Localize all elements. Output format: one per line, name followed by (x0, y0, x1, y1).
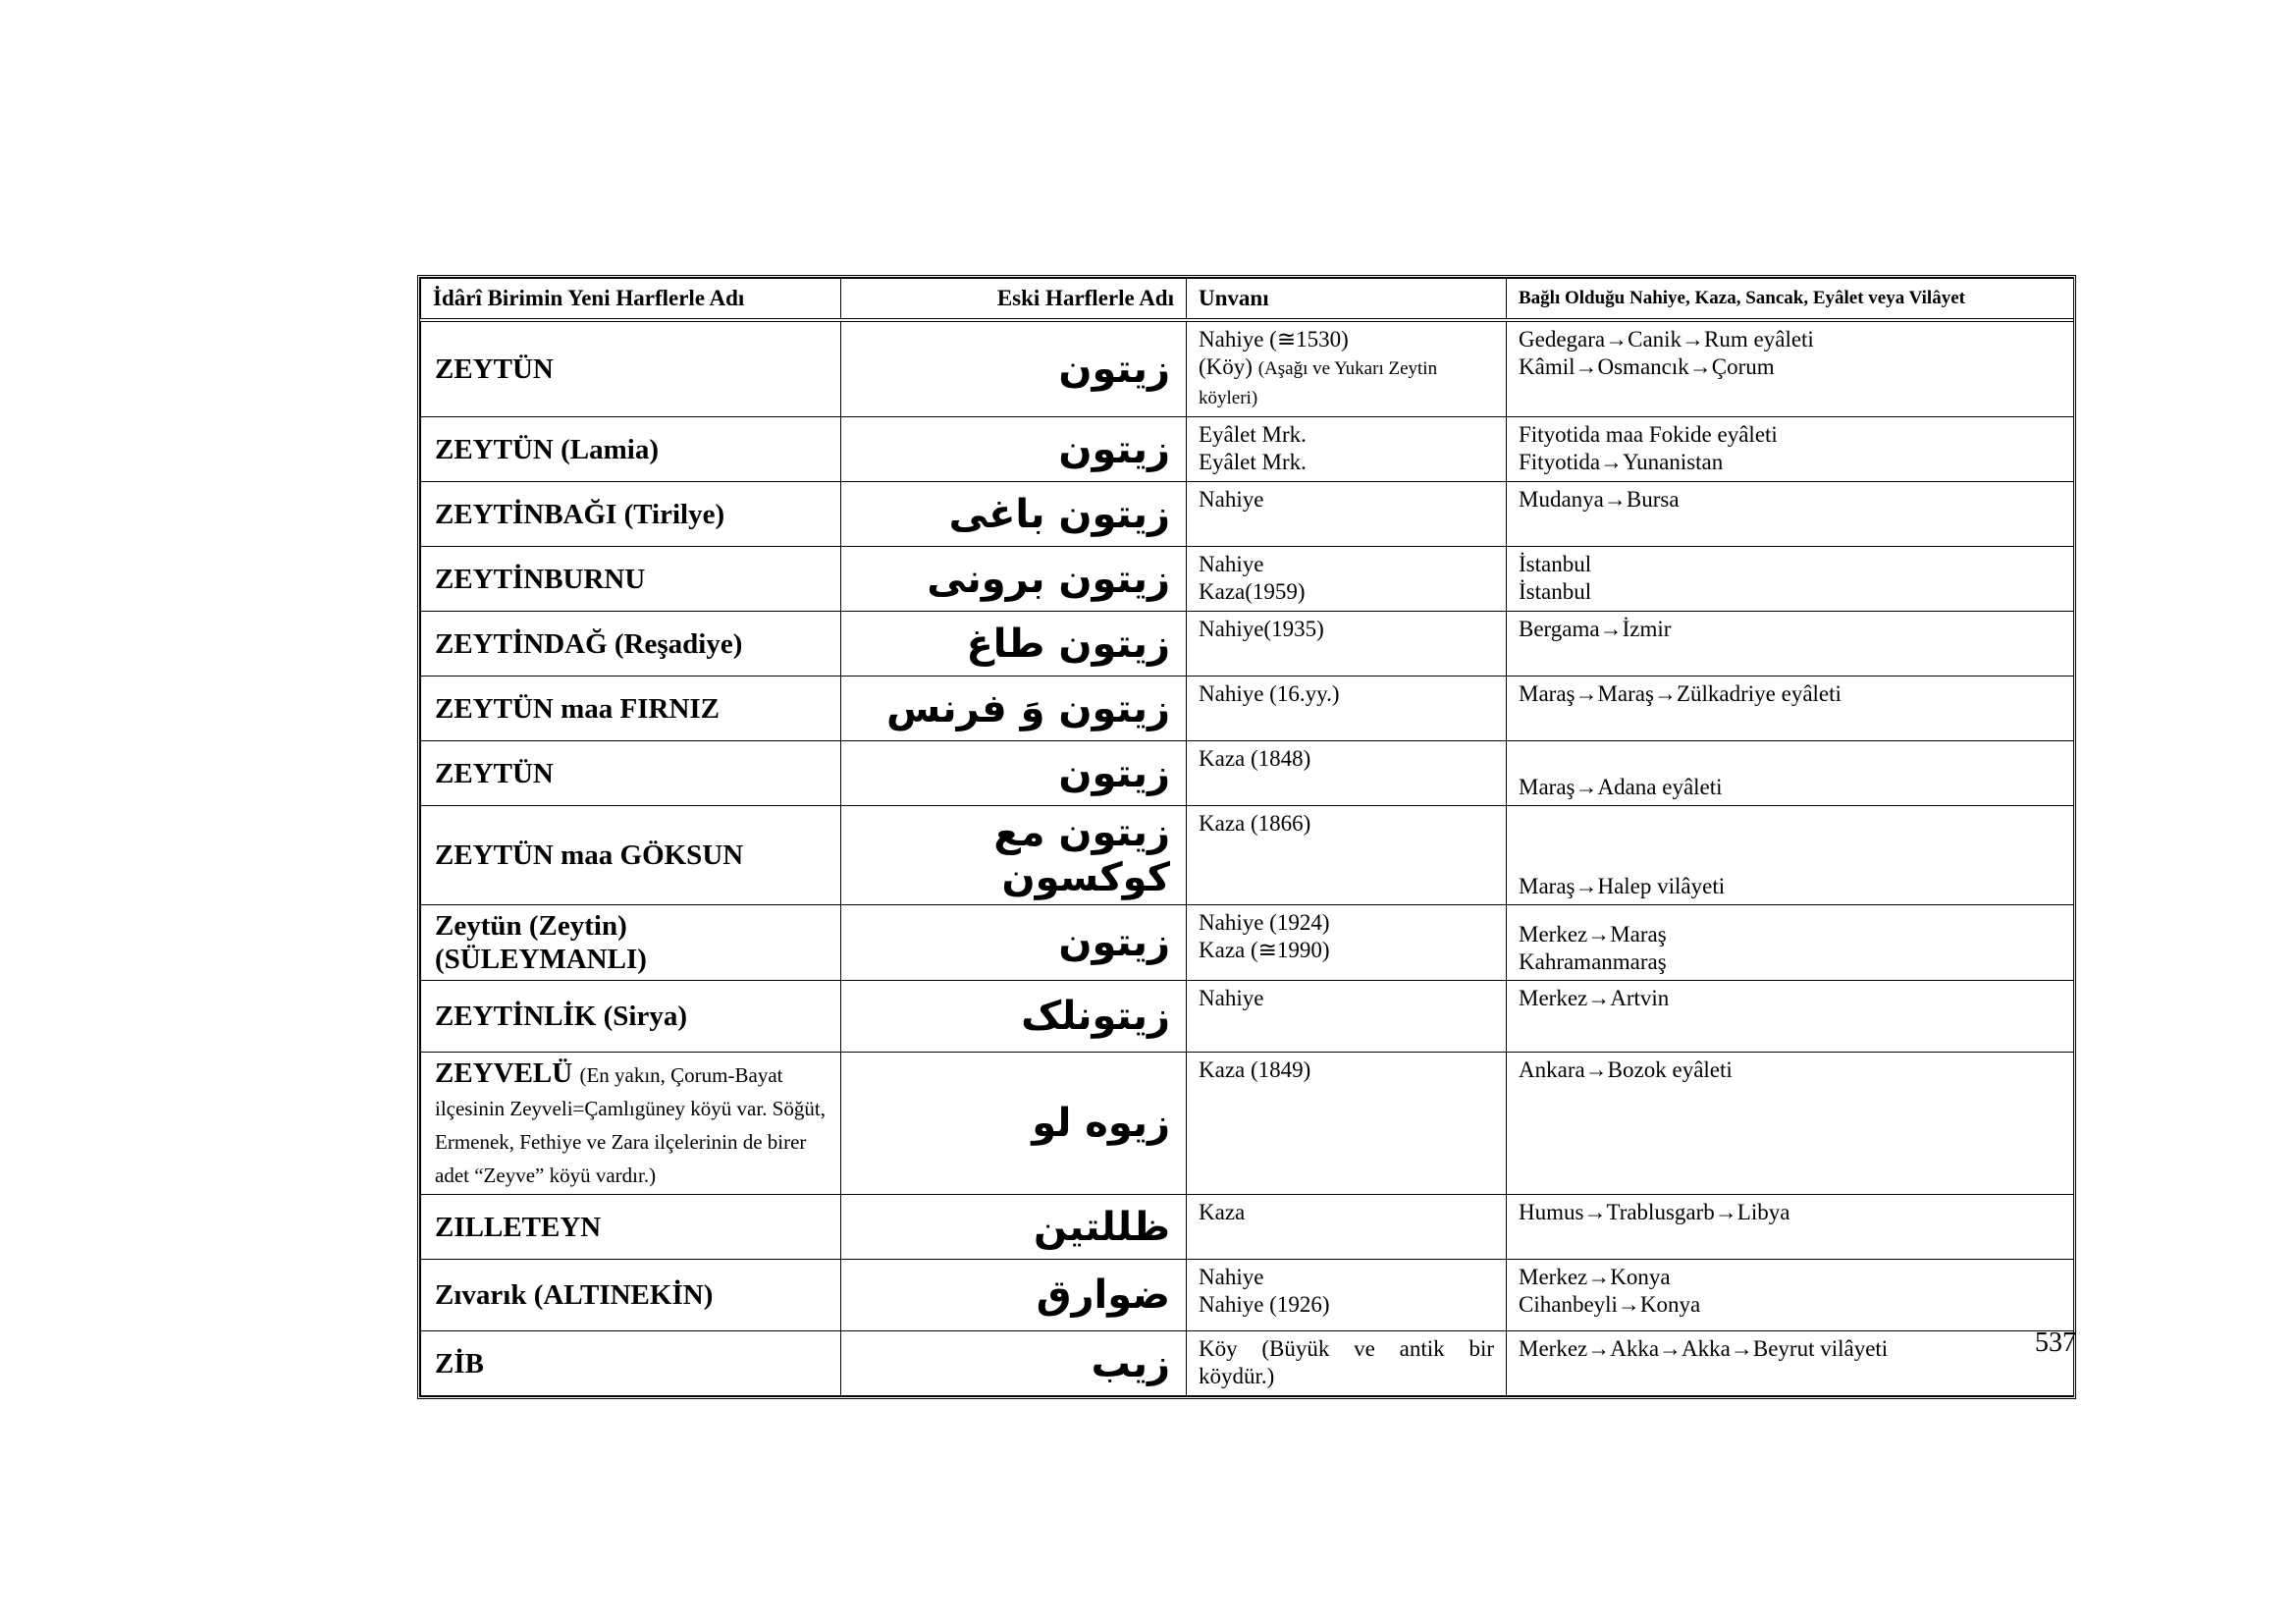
row-bagli (1507, 1195, 2074, 1260)
bagli-line: Mudanya→Bursa (1519, 487, 1680, 512)
header-yeni-ad: İdârî Birimin Yeni Harflerle Adı (421, 279, 841, 321)
bagli-line: Kahramanmaraş (1519, 949, 1667, 974)
bagli-line: Fityotida maa Fokide eyâleti (1519, 422, 1778, 447)
row-bagli (1507, 677, 2074, 741)
row-name (421, 1053, 841, 1195)
row-arabic: زيتونلک (841, 981, 1187, 1053)
row-arabic: زيب (841, 1331, 1187, 1396)
unvan-line: Nahiye(1935) (1199, 617, 1324, 641)
table-row (421, 981, 2074, 1053)
row-unvan (1187, 1260, 1507, 1331)
row-unvan (1187, 1053, 1507, 1195)
bagli-line: İstanbul (1519, 579, 1592, 604)
row-name-text: ZEYVELÜ (435, 1057, 573, 1089)
table-header-row (421, 279, 2074, 321)
unvan-line: Kaza(1959) (1199, 579, 1306, 604)
bagli-line: İstanbul (1519, 552, 1592, 576)
row-name: ZEYTİNDAĞ (Reşadiye) (421, 612, 841, 677)
row-name: ZEYTÜN maa GÖKSUN (421, 806, 841, 905)
unvan-note: (Aşağı ve Yukarı Zeytin köyleri) (1199, 358, 1438, 408)
settlement-table-grid (420, 278, 2074, 1396)
table-row (421, 612, 2074, 677)
row-bagli (1507, 1331, 2074, 1396)
row-bagli (1507, 1053, 2074, 1195)
row-arabic: زيتون باغى (841, 482, 1187, 547)
unvan-line: Nahiye (1924) (1199, 910, 1330, 935)
row-arabic: زيتون مع كوكسون (841, 806, 1187, 905)
row-bagli (1507, 806, 2074, 905)
header-eski-ad: Eski Harflerle Adı (841, 279, 1187, 321)
row-unvan (1187, 1331, 1507, 1396)
bagli-line: Gedegara→Canik→Rum eyâleti (1519, 327, 1814, 352)
row-bagli (1507, 320, 2074, 417)
row-arabic: زيوه لو (841, 1053, 1187, 1195)
bagli-line: Humus→Trablusgarb→Libya (1519, 1200, 1790, 1224)
row-unvan (1187, 612, 1507, 677)
row-unvan (1187, 547, 1507, 612)
row-name: Zeytün (Zeytin) (SÜLEYMANLI) (421, 905, 841, 981)
row-unvan (1187, 320, 1507, 417)
page-number: 537 (2035, 1327, 2076, 1358)
row-bagli (1507, 417, 2074, 482)
unvan-line: Nahiye (16.yy.) (1199, 681, 1340, 706)
row-unvan (1187, 417, 1507, 482)
bagli-line: Merkez→Maraş (1519, 922, 1667, 947)
unvan-line: Nahiye (1199, 1265, 1264, 1289)
bagli-line: Maraş→Adana eyâleti (1519, 775, 1723, 799)
row-arabic: زيتون وَ فرنس (841, 677, 1187, 741)
unvan-line: Kaza (1866) (1199, 811, 1311, 836)
row-name: ZEYTÜN (421, 741, 841, 806)
bagli-line: Merkez→Akka→Akka→Beyrut vilâyeti (1519, 1336, 1889, 1361)
unvan-line: Köy (Büyük ve antik bir köydür.) (1199, 1336, 1494, 1388)
unvan-line: Kaza (1848) (1199, 746, 1311, 771)
row-bagli (1507, 547, 2074, 612)
row-arabic: زيتون طاغ (841, 612, 1187, 677)
row-arabic: زيتون (841, 417, 1187, 482)
row-arabic: زيتون (841, 905, 1187, 981)
row-unvan (1187, 905, 1507, 981)
unvan-line: Kaza (≅1990) (1199, 938, 1330, 962)
row-name: ZEYTİNLİK (Sirya) (421, 981, 841, 1053)
bagli-line: Maraş→Halep vilâyeti (1519, 874, 1726, 898)
row-name: ZİB (421, 1331, 841, 1396)
table-row (421, 905, 2074, 981)
row-arabic: ضوارق (841, 1260, 1187, 1331)
row-name: ZEYTÜN (Lamia) (421, 417, 841, 482)
bagli-line: Maraş→Maraş→Zülkadriye eyâleti (1519, 681, 1842, 706)
row-arabic: ظللتين (841, 1195, 1187, 1260)
row-name-note: (En yakın, Çorum-Bayat ilçesinin Zeyveli=Çamlıgüney köyü var. Söğüt, Ermenek, Fethiye ve Zara ilçelerinin de birer adet “Zeyve” köyü vardır.) (435, 1063, 826, 1187)
unvan-line: Eyâlet Mrk. (1199, 422, 1307, 447)
table-row (421, 320, 2074, 417)
row-arabic: زيتون (841, 320, 1187, 417)
row-bagli (1507, 981, 2074, 1053)
unvan-line: Kaza (1849) (1199, 1057, 1311, 1082)
bagli-line: Bergama→İzmir (1519, 617, 1672, 641)
table-row (421, 677, 2074, 741)
bagli-line: Kâmil→Osmancık→Çorum (1519, 354, 1775, 379)
header-unvan: Unvanı (1187, 279, 1507, 321)
row-bagli (1507, 612, 2074, 677)
bagli-line: Cihanbeyli→Konya (1519, 1292, 1701, 1317)
row-arabic: زيتون برونى (841, 547, 1187, 612)
row-unvan (1187, 741, 1507, 806)
table-row (421, 482, 2074, 547)
row-bagli (1507, 482, 2074, 547)
row-unvan (1187, 806, 1507, 905)
table-row (421, 417, 2074, 482)
row-name: ZEYTİNBAĞI (Tirilye) (421, 482, 841, 547)
unvan-line: Nahiye (1926) (1199, 1292, 1330, 1317)
unvan-line: Nahiye (≅1530) (1199, 327, 1349, 352)
table-row (421, 741, 2074, 806)
table-row (421, 1053, 2074, 1195)
row-arabic: زيتون (841, 741, 1187, 806)
bagli-line: Merkez→Konya (1519, 1265, 1671, 1289)
row-bagli (1507, 905, 2074, 981)
settlement-table (417, 275, 2076, 1399)
unvan-line: Nahiye (1199, 552, 1264, 576)
row-unvan (1187, 981, 1507, 1053)
unvan-line: Eyâlet Mrk. (1199, 450, 1307, 474)
unvan-line: Nahiye (1199, 487, 1264, 512)
bagli-line: Ankara→Bozok eyâleti (1519, 1057, 1733, 1082)
bagli-line: Fityotida→Yunanistan (1519, 450, 1724, 474)
table-row (421, 1260, 2074, 1331)
unvan-line: Kaza (1199, 1200, 1246, 1224)
row-unvan (1187, 482, 1507, 547)
unvan-line: Nahiye (1199, 986, 1264, 1010)
row-bagli (1507, 741, 2074, 806)
row-unvan (1187, 1195, 1507, 1260)
row-name: Zıvarık (ALTINEKİN) (421, 1260, 841, 1331)
table-row (421, 547, 2074, 612)
row-bagli (1507, 1260, 2074, 1331)
table-row (421, 806, 2074, 905)
row-unvan (1187, 677, 1507, 741)
row-name: ZEYTÜN maa FIRNIZ (421, 677, 841, 741)
table-row (421, 1195, 2074, 1260)
header-bagli: Bağlı Olduğu Nahiye, Kaza, Sancak, Eyâlet veya Vilâyet (1507, 279, 2074, 321)
table-row (421, 1331, 2074, 1396)
bagli-line: Merkez→Artvin (1519, 986, 1670, 1010)
row-name: ZILLETEYN (421, 1195, 841, 1260)
row-name: ZEYTÜN (421, 320, 841, 417)
unvan-line: (Köy) (1199, 354, 1253, 379)
row-name: ZEYTİNBURNU (421, 547, 841, 612)
